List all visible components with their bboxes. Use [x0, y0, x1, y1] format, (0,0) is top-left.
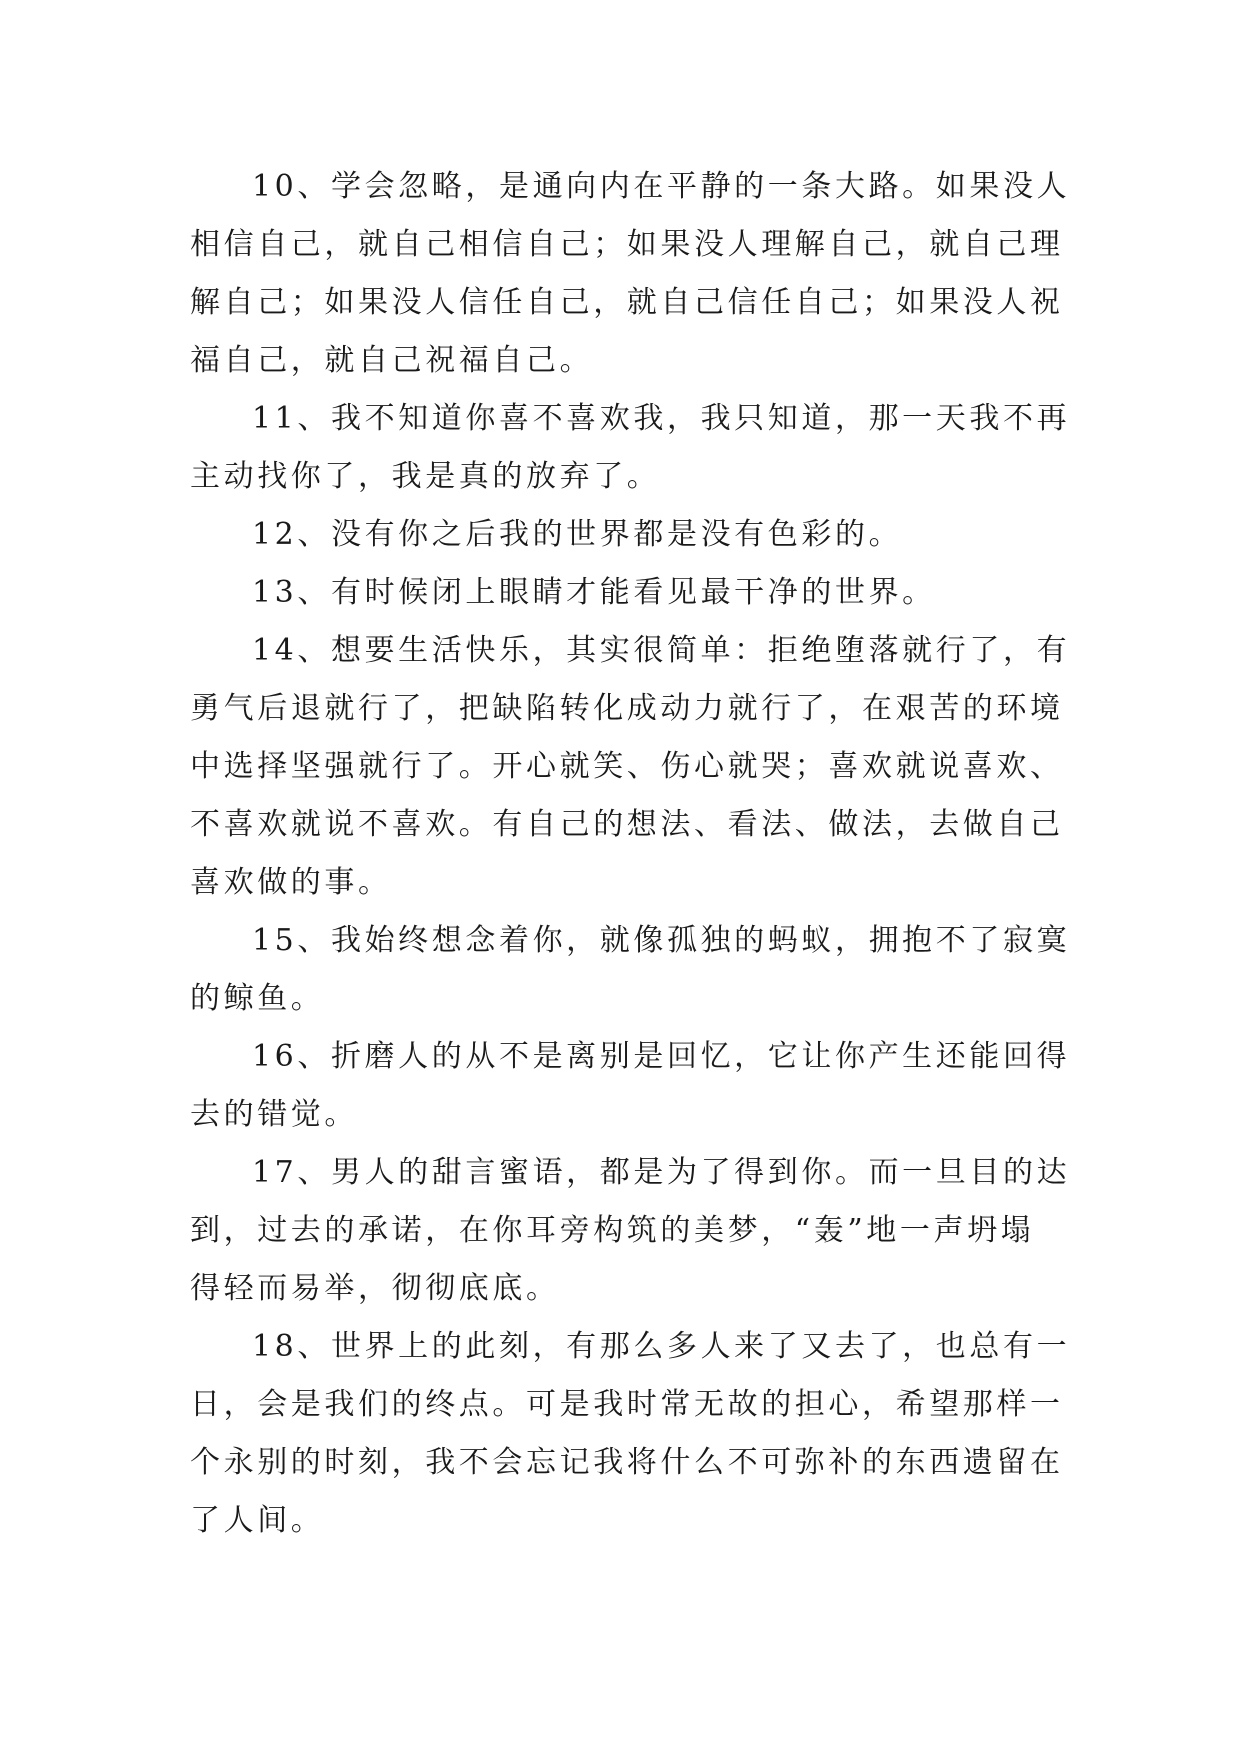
- text-line: 11、我不知道你喜不喜欢我，我只知道，那一天我不再: [252, 401, 1071, 436]
- text-line: 的鲸鱼。: [190, 981, 325, 1016]
- text-line: 去的错觉。: [190, 1097, 358, 1132]
- text-line: 13、有时候闭上眼睛才能看见最干净的世界。: [252, 575, 936, 610]
- document-body: [190, 158, 1071, 1550]
- text-line: 福自己，就自己祝福自己。: [190, 343, 594, 378]
- text-line: 10、学会忽略，是通向内在平静的一条大路。如果没人: [252, 169, 1071, 204]
- text-line: 相信自己，就自己相信自己；如果没人理解自己，就自己理: [190, 227, 1064, 262]
- text-line: 得轻而易举，彻彻底底。: [190, 1271, 560, 1306]
- text-line: 解自己；如果没人信任自己，就自己信任自己；如果没人祝: [190, 285, 1064, 320]
- text-line: 到，过去的承诺，在你耳旁构筑的美梦，“轰”地一声坍塌: [190, 1213, 1035, 1248]
- text-line: 日，会是我们的终点。可是我时常无故的担心，希望那样一: [190, 1387, 1064, 1422]
- text-line: 中选择坚强就行了。开心就笑、伤心就哭；喜欢就说喜欢、: [190, 749, 1064, 784]
- text-line: 16、折磨人的从不是离别是回忆，它让你产生还能回得: [252, 1039, 1071, 1074]
- text-line: 个永别的时刻，我不会忘记我将什么不可弥补的东西遗留在: [190, 1445, 1064, 1480]
- text-line: 18、世界上的此刻，有那么多人来了又去了，也总有一: [252, 1329, 1071, 1364]
- text-line: 勇气后退就行了，把缺陷转化成动力就行了，在艰苦的环境: [190, 691, 1064, 726]
- text-line: 主动找你了，我是真的放弃了。: [190, 459, 661, 494]
- text-line: 了人间。: [190, 1503, 325, 1538]
- text-line: 17、男人的甜言蜜语，都是为了得到你。而一旦目的达: [252, 1155, 1071, 1190]
- text-line: 14、想要生活快乐，其实很简单：拒绝堕落就行了，有: [252, 633, 1071, 668]
- text-line: 喜欢做的事。: [190, 865, 392, 900]
- text-line: 15、我始终想念着你，就像孤独的蚂蚁，拥抱不了寂寞: [252, 923, 1071, 958]
- text-line: 12、没有你之后我的世界都是没有色彩的。: [252, 517, 903, 552]
- text-line: 不喜欢就说不喜欢。有自己的想法、看法、做法，去做自己: [190, 807, 1064, 842]
